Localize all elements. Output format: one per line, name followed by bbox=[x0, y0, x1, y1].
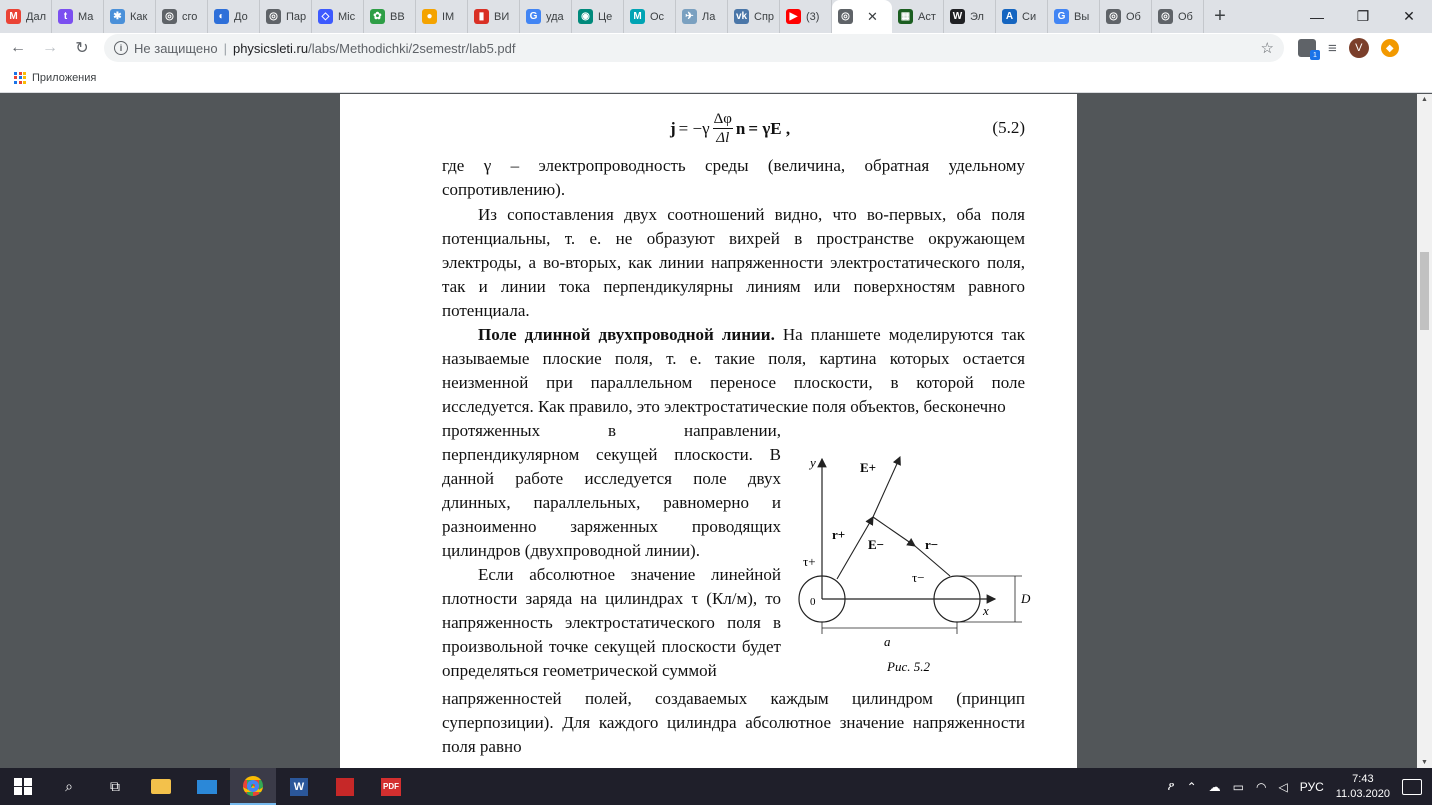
url-separator: | bbox=[223, 40, 227, 56]
battery-icon[interactable]: ▭ bbox=[1232, 779, 1244, 794]
system-tray bbox=[1168, 772, 1432, 802]
word-icon[interactable]: W bbox=[276, 768, 322, 805]
paragraph-3 bbox=[442, 323, 1025, 419]
tab-label: Как bbox=[130, 10, 148, 23]
eq-part1: = −γ bbox=[678, 118, 710, 138]
cloud-icon[interactable]: ☁ bbox=[1208, 779, 1221, 794]
browser-tab[interactable] bbox=[1048, 0, 1100, 33]
browser-tab[interactable] bbox=[572, 0, 624, 33]
tab-label: Вы bbox=[1074, 10, 1090, 23]
clock-date: 11.03.2020 bbox=[1335, 787, 1390, 800]
tab-strip bbox=[0, 0, 1432, 33]
tab-favicon-icon: ▶ bbox=[786, 9, 801, 24]
tab-favicon-icon: ◎ bbox=[162, 9, 177, 24]
tab-label: BB bbox=[390, 10, 405, 23]
label-x: x bbox=[983, 603, 989, 618]
start-button[interactable] bbox=[0, 768, 46, 805]
paragraph-3-text: На планшете моделируются так называемые плоские поля, т. е. такие поля, картина которых остается неизменной при параллельном переносе плоскости, в которой поле исследуется. Как правило, это электростатические поля объектов, бесконечно bbox=[442, 325, 1025, 416]
browser-tab[interactable] bbox=[208, 0, 260, 33]
pdf-page bbox=[340, 94, 1077, 768]
windows-taskbar bbox=[0, 768, 1432, 805]
browser-tab[interactable] bbox=[996, 0, 1048, 33]
browser-tab[interactable] bbox=[944, 0, 996, 33]
address-bar[interactable] bbox=[104, 34, 1284, 62]
file-explorer-icon[interactable] bbox=[138, 768, 184, 805]
tab-label: Ма bbox=[78, 10, 94, 23]
label-y: y bbox=[810, 455, 816, 470]
chrome-taskbar-icon[interactable] bbox=[230, 768, 276, 805]
browser-tab[interactable] bbox=[468, 0, 520, 33]
tab-label: уда bbox=[546, 10, 564, 23]
tab-favicon-icon: ◎ bbox=[1106, 9, 1121, 24]
tab-favicon-icon: ✈ bbox=[682, 9, 697, 24]
notifications-icon[interactable] bbox=[1402, 779, 1422, 795]
tab-label: Об bbox=[1178, 10, 1193, 23]
vertical-scrollbar[interactable] bbox=[1417, 94, 1432, 768]
info-icon[interactable]: i bbox=[114, 41, 128, 55]
equation-5-2 bbox=[340, 104, 1077, 154]
label-r-plus: r+ bbox=[832, 527, 846, 542]
paragraph-3-heading: Поле длинной двухпроводной линии. bbox=[478, 325, 775, 344]
tab-favicon-icon: ▮ bbox=[474, 9, 489, 24]
minimize-button[interactable]: — bbox=[1310, 8, 1324, 25]
label-D: D bbox=[1021, 591, 1031, 606]
tab-favicon-icon: ◉ bbox=[578, 9, 593, 24]
paragraph-3-continued: протяженных в направлении, перпендикулярном секущей плоскости. В данной работе исследуется поле двух длинных, параллельных, равномерно и разноименно заряженных проводящих цилиндров (двухпроводной линии). bbox=[442, 421, 781, 560]
eq-rest: = γE , bbox=[748, 118, 791, 138]
tab-label: Ос bbox=[650, 10, 665, 23]
tab-favicon-icon: M bbox=[6, 9, 21, 24]
paragraph-1: где γ – электропроводность среды (величина, обратная удельному сопротивлению). bbox=[442, 156, 1025, 199]
tab-label: сго bbox=[182, 10, 198, 23]
browser-tab[interactable] bbox=[104, 0, 156, 33]
tab-favicon-icon: W bbox=[950, 9, 965, 24]
browser-tab[interactable] bbox=[892, 0, 944, 33]
tab-label: ВИ bbox=[494, 10, 510, 23]
equation-formula bbox=[670, 110, 790, 147]
figure-caption: Рис. 5.2 bbox=[887, 659, 930, 674]
eq-n: n bbox=[735, 118, 746, 138]
extension-icon[interactable] bbox=[1298, 39, 1316, 57]
scroll-down-arrow-icon[interactable]: ▼ bbox=[1421, 759, 1428, 766]
tab-label: Аст bbox=[918, 10, 936, 23]
tab-favicon-icon: vk bbox=[735, 11, 748, 22]
tab-label: Эл bbox=[970, 10, 984, 23]
browser-tab[interactable] bbox=[728, 0, 780, 33]
eq-j: j bbox=[670, 118, 676, 138]
tab-label: Це bbox=[598, 10, 613, 23]
clock-time: 7:43 bbox=[1352, 772, 1374, 785]
tab-label: Спр bbox=[754, 10, 775, 23]
app-icon-red[interactable] bbox=[322, 768, 368, 805]
volume-icon[interactable]: ◁ bbox=[1278, 779, 1288, 794]
tab-favicon-icon: t bbox=[58, 9, 73, 24]
reading-list-icon[interactable]: ≡ bbox=[1328, 39, 1337, 57]
vector-E-plus bbox=[873, 457, 900, 517]
label-tau-minus: τ− bbox=[912, 570, 925, 585]
tab-favicon-icon: G bbox=[1054, 9, 1069, 24]
browser-toolbar bbox=[0, 33, 1432, 63]
reload-button[interactable]: ↻ bbox=[75, 40, 89, 57]
tab-label: Mic bbox=[338, 10, 356, 23]
label-origin: 0 bbox=[810, 596, 816, 608]
tab-label: Си bbox=[1022, 10, 1037, 23]
tab-label: Об bbox=[1126, 10, 1141, 23]
tab-label: Дал bbox=[26, 10, 46, 23]
tab-favicon-icon: M bbox=[630, 9, 645, 24]
apps-grid-icon[interactable] bbox=[14, 72, 26, 84]
equation-number: (5.2) bbox=[992, 118, 1025, 137]
browser-tab[interactable] bbox=[52, 0, 104, 33]
tab-favicon-icon: ◎ bbox=[838, 9, 853, 24]
browser-tab[interactable] bbox=[832, 0, 892, 33]
task-view-icon[interactable]: ⧉ bbox=[110, 778, 120, 794]
bookmark-star-icon[interactable]: ☆ bbox=[1260, 40, 1274, 57]
tab-label: Пар bbox=[286, 10, 307, 23]
profile-avatar[interactable]: V bbox=[1349, 38, 1369, 58]
maximize-button[interactable]: ❐ bbox=[1356, 8, 1370, 24]
clock[interactable] bbox=[1336, 772, 1390, 802]
browser-tab[interactable] bbox=[312, 0, 364, 33]
label-E-plus: E+ bbox=[860, 460, 877, 475]
chevron-up-icon[interactable]: ⌃ bbox=[1186, 779, 1197, 794]
eq-fraction bbox=[713, 110, 733, 147]
paragraph-4-continued: напряженностей полей, создаваемых каждым цилиндром (принцип суперпозиции). Для каждого цилиндра абсолютное значение напряженности поля равно bbox=[442, 689, 1025, 756]
close-window-button[interactable]: ✕ bbox=[1403, 8, 1415, 24]
tab-label: Ла bbox=[702, 10, 716, 23]
browser-tab[interactable] bbox=[780, 0, 832, 33]
update-icon[interactable]: ◆ bbox=[1381, 39, 1399, 57]
tab-label: IM bbox=[442, 10, 455, 23]
windows-logo-icon bbox=[14, 778, 32, 796]
browser-tab[interactable] bbox=[676, 0, 728, 33]
tab-favicon-icon: ✿ bbox=[370, 9, 385, 24]
tab-favicon-icon: ◎ bbox=[1158, 9, 1173, 24]
eq-numerator: Δφ bbox=[713, 111, 732, 127]
tab-favicon-icon: ● bbox=[422, 9, 437, 24]
label-tau-plus: τ+ bbox=[803, 554, 816, 569]
label-r-minus: r− bbox=[925, 537, 939, 552]
tabs-container bbox=[0, 0, 1204, 33]
toolbar-right bbox=[1298, 38, 1399, 58]
browser-tab[interactable] bbox=[520, 0, 572, 33]
paragraph-2: Из сопоставления двух соотношений видно, что во-первых, оба поля потенциальны, т. е. не образуют вихрей в пространстве окружающем электроды, а во-вторых, как линии напряженности электростатического поля, так и линии тока перпендикулярны линиям или поверхностям равного потенциала. bbox=[442, 205, 1025, 320]
tab-favicon-icon: A bbox=[1002, 9, 1017, 24]
tab-favicon-icon: ✱ bbox=[110, 9, 125, 24]
new-tab-button[interactable]: + bbox=[1214, 5, 1226, 27]
browser-tab[interactable] bbox=[0, 0, 52, 33]
tab-favicon-icon: ◐ bbox=[214, 9, 229, 24]
tab-favicon-icon: ◎ bbox=[266, 9, 281, 24]
browser-tab[interactable] bbox=[1100, 0, 1152, 33]
forward-button[interactable]: → bbox=[42, 39, 58, 56]
security-label: Не защищено bbox=[134, 40, 218, 56]
browser-tab[interactable] bbox=[624, 0, 676, 33]
tab-favicon-icon: ▦ bbox=[898, 9, 913, 24]
url-host: physicsleti.ru bbox=[232, 40, 309, 56]
browser-tab[interactable] bbox=[156, 0, 208, 33]
window-controls bbox=[1294, 0, 1432, 33]
scroll-up-arrow-icon[interactable]: ▲ bbox=[1421, 96, 1428, 103]
tab-label: (3) bbox=[806, 10, 820, 23]
wifi-icon[interactable]: ◠ bbox=[1256, 779, 1267, 794]
bookmarks-bar bbox=[0, 63, 1432, 93]
scrollbar-thumb[interactable] bbox=[1420, 252, 1429, 330]
tab-favicon-icon: ◇ bbox=[318, 9, 333, 24]
tab-favicon-icon: G bbox=[526, 9, 541, 24]
browser-tab[interactable] bbox=[260, 0, 312, 33]
browser-tab[interactable] bbox=[364, 0, 416, 33]
eq-denominator: Δl bbox=[716, 130, 730, 146]
language-indicator[interactable]: РУС bbox=[1299, 779, 1324, 794]
close-tab-icon[interactable]: ✕ bbox=[867, 8, 878, 24]
label-E-minus: E− bbox=[868, 537, 885, 552]
people-icon[interactable]: ዖ bbox=[1167, 779, 1175, 793]
back-button[interactable]: ← bbox=[10, 39, 26, 56]
url-text bbox=[233, 41, 516, 56]
pdf-viewer[interactable] bbox=[0, 94, 1432, 768]
url-path: /labs/Methodichki/2semestr/lab5.pdf bbox=[308, 40, 516, 56]
tab-label: До bbox=[234, 10, 248, 23]
figure-5-2 bbox=[790, 439, 1040, 679]
mail-icon[interactable] bbox=[184, 768, 230, 805]
search-icon[interactable]: ⌕ bbox=[65, 778, 73, 794]
paragraph-4: Если абсолютное значение линейной плотности заряда на цилиндрах τ (Кл/м), то напряженность электростатического поля в произвольной точке секущей плоскости будет определяться геометрической суммой bbox=[442, 565, 781, 680]
apps-bookmark[interactable]: Приложения bbox=[32, 71, 97, 84]
browser-tab[interactable] bbox=[1152, 0, 1204, 33]
extension-badge: 1 bbox=[1310, 50, 1320, 60]
browser-tab[interactable] bbox=[416, 0, 468, 33]
label-a: a bbox=[884, 634, 891, 649]
pdf-app-icon[interactable]: PDF bbox=[368, 768, 414, 805]
